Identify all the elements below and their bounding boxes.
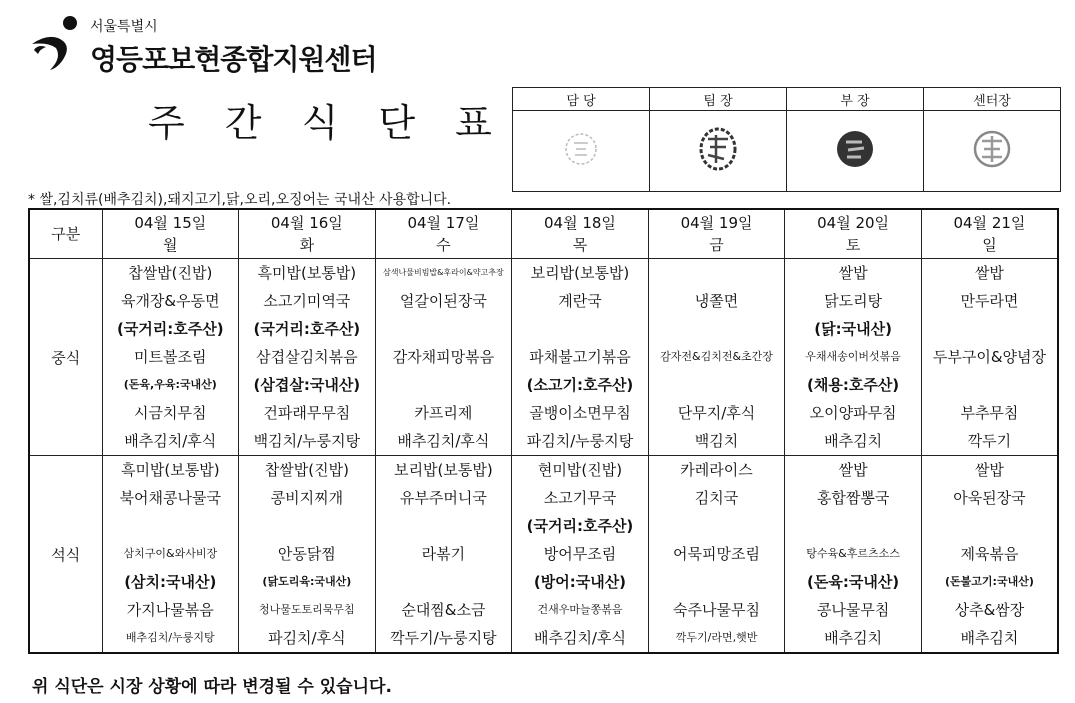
dinner-cell-sat — [785, 456, 922, 654]
menu-item: 계란국 — [558, 292, 602, 310]
menu-item: (국거리:호주산) — [116, 320, 224, 338]
menu-item: 라볶기 — [421, 545, 466, 563]
menu-item: 흑미밥(보통밥) — [257, 264, 357, 282]
menu-item: 찹쌀밥(진밥) — [128, 264, 213, 282]
menu-item: 배추김치/누룽지탕 — [125, 631, 215, 644]
menu-item: 삼치구이&와사비장 — [123, 547, 218, 560]
menu-item: 북어채콩나물국 — [119, 489, 221, 507]
menu-item: 냉쫄면 — [694, 292, 739, 310]
menu-item: 보리밥(보통밥) — [530, 264, 630, 282]
menu-item: 삼색나물비빔밥&후라이&약고추장 — [383, 268, 504, 277]
lunch-cell-sun — [921, 259, 1058, 456]
menu-item: (국거리:호주산) — [253, 320, 361, 338]
menu-item: 백김치 — [694, 432, 739, 450]
menu-item — [922, 512, 1057, 540]
menu-item — [922, 315, 1057, 343]
logo-center-name: 영등포보현종합지원센터 — [90, 43, 377, 76]
menu-item: 현미밥(진밥) — [537, 461, 623, 479]
menu-item: 파김치/누룽지탕 — [526, 432, 634, 450]
day-of-week: 화 — [299, 236, 315, 254]
menu-item: (국거리:호주산) — [526, 517, 634, 535]
menu-item: 파채불고기볶음 — [529, 348, 631, 366]
menu-item: (돈불고기:국내산) — [945, 575, 1034, 588]
menu-item: 배추김치/후식 — [397, 432, 490, 450]
menu-item: 두부구이&양념장 — [932, 348, 1046, 366]
menu-item: 닭도리탕 — [824, 292, 883, 310]
menu-item: 안동닭찜 — [277, 545, 336, 563]
dinner-row — [29, 456, 1058, 654]
day-of-week: 목 — [572, 236, 588, 254]
center-logo — [28, 12, 388, 82]
day-header-sun — [921, 209, 1058, 259]
approval-label-manager: 부 장 — [787, 88, 924, 111]
menu-item: 찹쌀밥(진밥) — [264, 461, 349, 479]
weekly-menu-table — [28, 208, 1059, 654]
day-header-wed — [375, 209, 512, 259]
menu-item: 삼겹살김치볶음 — [256, 348, 358, 366]
menu-item: 건새우마늘쫑볶음 — [537, 603, 623, 616]
menu-item: 배추김치 — [960, 629, 1019, 647]
seal-stamp-icon — [969, 126, 1015, 172]
menu-item: (채용:호주산) — [807, 376, 900, 394]
menu-item: 육개장&우동면 — [120, 292, 220, 310]
menu-item: 청나물도토리묵무침 — [259, 603, 355, 616]
menu-item: 탕수육&후르츠소스 — [806, 547, 900, 560]
lunch-label: 중식 — [29, 259, 102, 456]
menu-item: (삼치:국내산) — [124, 573, 217, 591]
dinner-cell-wed — [375, 456, 512, 654]
header-label: 구분 — [29, 209, 102, 259]
menu-item: (방어:국내산) — [533, 573, 627, 591]
dinner-cell-tue — [239, 456, 376, 654]
menu-item: (삼겹살:국내산) — [253, 376, 361, 394]
menu-item: 단무지/후식 — [677, 404, 756, 422]
menu-item: 파김치/후식 — [268, 629, 346, 647]
menu-item — [103, 512, 239, 540]
menu-item: 미트볼조림 — [134, 348, 207, 366]
dinner-cell-mon — [102, 456, 239, 654]
menu-item: 우채새송이버섯볶음 — [805, 350, 901, 363]
dinner-label: 석식 — [29, 456, 102, 654]
menu-item — [922, 371, 1057, 399]
menu-item: 상추&쌈장 — [954, 601, 1025, 619]
menu-item — [649, 512, 785, 540]
menu-item: 깍두기 — [967, 432, 1012, 450]
menu-item: 방어무조림 — [543, 545, 617, 563]
menu-item: 카레라이스 — [680, 461, 753, 479]
page-title: 주 간 식 단 표 — [148, 101, 506, 145]
menu-item: 콩나물무침 — [816, 601, 890, 619]
lunch-cell-sat — [785, 259, 922, 456]
day-header-fri — [648, 209, 785, 259]
day-date: 04월 17일 — [407, 214, 480, 232]
seal-stamp-icon — [694, 123, 742, 175]
menu-item — [376, 371, 512, 399]
menu-item: 쌀밥 — [974, 264, 1004, 282]
menu-item: 아욱된장국 — [953, 489, 1026, 507]
dinner-cell-thu — [512, 456, 649, 654]
lunch-cell-mon — [102, 259, 239, 456]
menu-item — [649, 259, 785, 287]
day-date: 04월 15일 — [134, 214, 207, 232]
menu-item: 유부주머니국 — [399, 489, 487, 507]
approval-stamp-staff — [513, 111, 650, 192]
menu-item: (돈육,우육:국내산) — [123, 378, 217, 391]
menu-item: 어묵피망조림 — [673, 545, 760, 563]
lunch-cell-thu — [512, 259, 649, 456]
lunch-cell-tue — [239, 259, 376, 456]
menu-item: 배추김치 — [824, 432, 883, 450]
menu-item: (닭도리육:국내산) — [262, 575, 352, 588]
seal-stamp-icon — [832, 126, 878, 172]
menu-item: 콩비지찌개 — [270, 489, 344, 507]
menu-item — [376, 512, 512, 540]
menu-item: 숙주나물무침 — [673, 601, 760, 619]
menu-item — [649, 568, 785, 596]
menu-item — [649, 315, 785, 343]
dinner-cell-sun — [921, 456, 1058, 654]
day-date: 04월 21일 — [953, 214, 1026, 232]
day-of-week: 금 — [709, 236, 724, 254]
menu-item — [785, 512, 921, 540]
menu-item: 쌀밥 — [838, 264, 868, 282]
menu-item: 배추김치 — [824, 629, 883, 647]
menu-item: 배추김치/후식 — [533, 629, 626, 647]
menu-item: 소고기미역국 — [263, 292, 351, 310]
dinner-cell-fri — [648, 456, 785, 654]
menu-item — [376, 315, 512, 343]
approval-label-staff: 담 당 — [513, 88, 650, 111]
logo-mark-icon — [28, 14, 84, 72]
menu-item: 부추무침 — [960, 404, 1019, 422]
day-of-week: 월 — [163, 236, 178, 254]
menu-item: 가지나물볶음 — [126, 601, 214, 619]
lunch-row — [29, 259, 1058, 456]
menu-item: 얼갈이된장국 — [399, 292, 487, 310]
menu-item: 쌀밥 — [838, 461, 868, 479]
day-header-mon — [102, 209, 239, 259]
menu-item: 카프리제 — [414, 404, 473, 422]
logo-city-text: 서울특별시 — [90, 19, 158, 35]
menu-item: 오이양파무침 — [809, 404, 897, 422]
menu-item: 건파래무무침 — [263, 404, 351, 422]
day-date: 04월 19일 — [680, 214, 753, 232]
menu-item: 쌀밥 — [974, 461, 1004, 479]
menu-item — [649, 371, 785, 399]
table-header-row — [29, 209, 1058, 259]
day-date: 04월 16일 — [270, 214, 343, 232]
day-header-tue — [239, 209, 376, 259]
day-of-week: 일 — [982, 236, 997, 254]
menu-item: 순대찜&소금 — [401, 601, 486, 619]
menu-item: 소고기무국 — [543, 489, 617, 507]
approval-label-team-lead: 팀 장 — [650, 88, 787, 111]
menu-item — [239, 512, 375, 540]
menu-item: 깍두기/라면,햇반 — [675, 631, 758, 644]
menu-item: 시금치무침 — [134, 404, 207, 422]
approval-box — [512, 87, 1061, 192]
menu-item: 김치국 — [694, 489, 739, 507]
day-of-week: 토 — [845, 236, 861, 254]
approval-stamp-team-lead — [650, 111, 787, 192]
seal-stamp-icon — [561, 129, 601, 169]
menu-item — [376, 568, 512, 596]
menu-item: 감자채피망볶음 — [392, 348, 495, 366]
menu-item: 제육볶음 — [960, 545, 1019, 563]
menu-item: (닭:국내산) — [814, 320, 892, 338]
menu-item: 보리밥(보통밥) — [394, 461, 493, 479]
menu-item: 흑미밥(보통밥) — [120, 461, 220, 479]
menu-item: 만두라면 — [960, 292, 1019, 310]
menu-item: 감자전&김치전&초간장 — [660, 350, 773, 363]
day-date: 04월 18일 — [544, 214, 616, 232]
approval-stamp-manager — [787, 111, 924, 192]
menu-item — [512, 315, 648, 343]
menu-item: (돈육:국내산) — [807, 573, 900, 591]
menu-item: (소고기:호주산) — [526, 376, 634, 394]
lunch-cell-wed — [375, 259, 512, 456]
origin-note: * 쌀,김치류(배추김치),돼지고기,닭,오리,오징어는 국내산 사용합니다. — [28, 192, 452, 208]
menu-item: 깍두기/누룽지탕 — [390, 629, 497, 647]
menu-item: 홍합짬뽕국 — [816, 489, 890, 507]
menu-item: 골뱅이소면무침 — [529, 404, 631, 422]
day-date: 04월 20일 — [817, 214, 890, 232]
menu-item: 배추김치/후식 — [124, 432, 217, 450]
lunch-cell-fri — [648, 259, 785, 456]
day-header-thu — [512, 209, 649, 259]
menu-item: 백김치/누룽지탕 — [253, 432, 361, 450]
day-of-week: 수 — [436, 236, 451, 254]
day-header-sat — [785, 209, 922, 259]
menu-change-notice: 위 식단은 시장 상황에 따라 변경될 수 있습니다. — [32, 677, 392, 697]
approval-stamp-director — [924, 111, 1061, 192]
approval-label-director: 센터장 — [924, 88, 1061, 111]
